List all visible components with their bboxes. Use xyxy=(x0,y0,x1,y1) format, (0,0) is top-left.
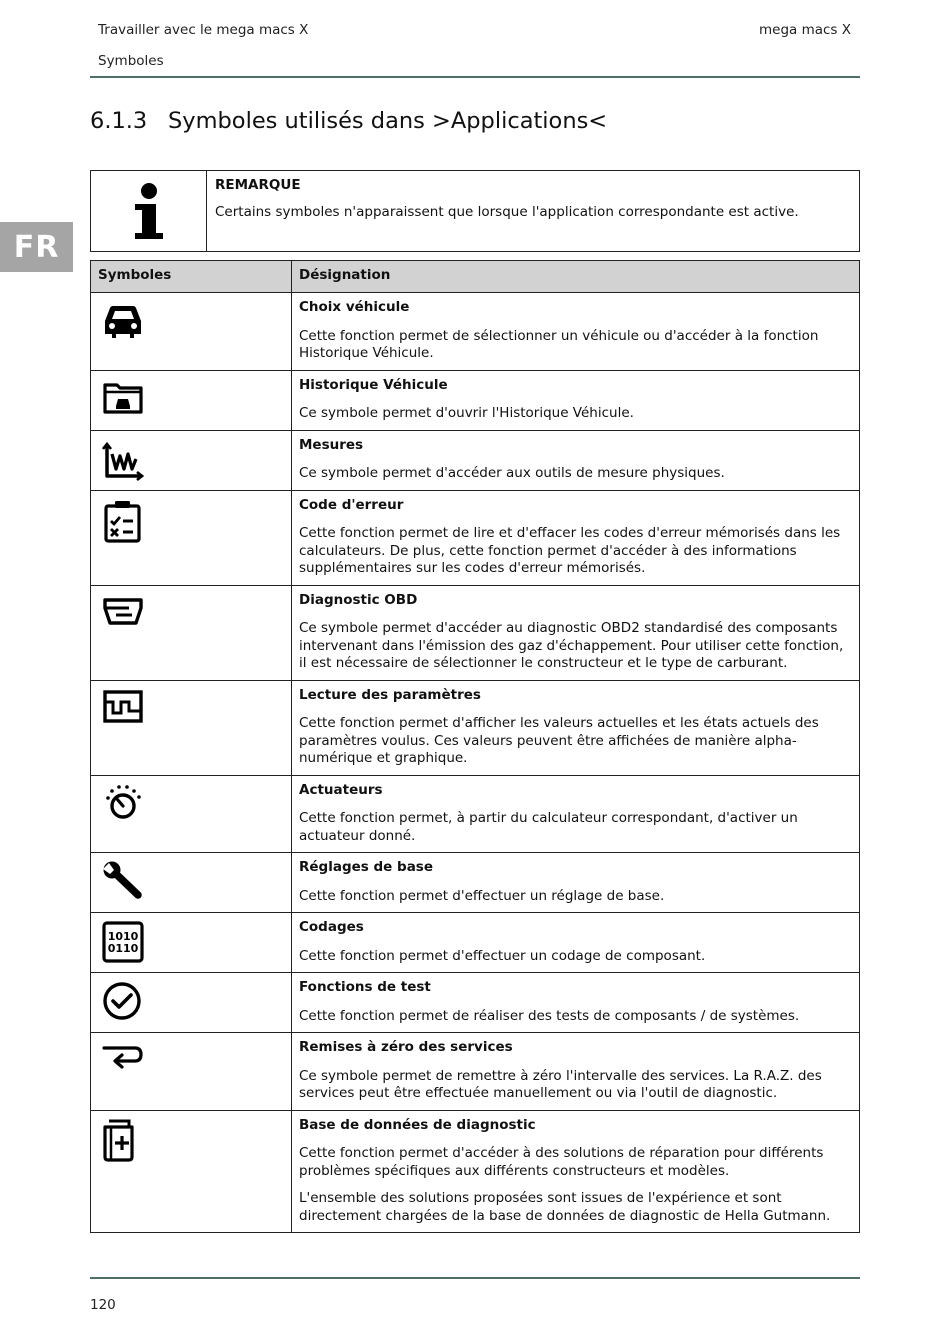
page-number: 120 xyxy=(90,1297,116,1313)
section-number: 6.1.3 xyxy=(90,108,148,134)
header-rule xyxy=(90,76,860,78)
symbol-title: Fonctions de test xyxy=(299,979,431,995)
symbol-description: Cette fonction permet de lire et d'effacer les codes d'erreur mémorisés dans les calculateurs. De plus, cette fonction permet d'accéder à des informations supplémentaires sur les codes d'erreur mémorisés. xyxy=(299,525,841,576)
symbol-title: Code d'erreur xyxy=(299,496,404,513)
symbol-title: Mesures xyxy=(299,436,364,453)
table-row xyxy=(91,370,860,430)
actuator-icon xyxy=(102,784,146,822)
table-row xyxy=(91,585,860,680)
table-row xyxy=(91,853,860,913)
section-title: Symboles utilisés dans >Applications< xyxy=(168,108,608,134)
symbol-description: Cette fonction permet de réaliser des tests de composants / de systèmes. xyxy=(299,1007,800,1024)
running-header-title: Travailler avec le mega macs X xyxy=(98,22,309,38)
symbol-title: Base de données de diagnostic xyxy=(299,1116,536,1133)
symbol-title: Historique Véhicule xyxy=(299,376,448,393)
symbol-description: Ce symbole permet de remettre à zéro l'intervalle des services. La R.A.Z. des services peut être effectuée manuellement ou via l'outil de diagnostic. xyxy=(299,1067,822,1101)
symbol-description: Ce symbole permet d'accéder aux outils de mesure physiques. xyxy=(299,465,725,481)
table-row xyxy=(91,430,860,490)
table-row xyxy=(91,913,860,973)
symbol-description: Cette fonction permet d'effectuer un codage de composant. xyxy=(299,947,706,964)
symbol-description: Cette fonction permet d'effectuer un réglage de base. xyxy=(299,887,665,904)
running-header-section: Symboles xyxy=(98,53,164,69)
table-row xyxy=(91,775,860,853)
note-box xyxy=(90,170,860,252)
column-header-symbols: Symboles xyxy=(91,261,292,293)
language-tab: FR xyxy=(0,222,73,272)
symbol-title: Réglages de base xyxy=(299,859,433,875)
symbol-description: Cette fonction permet d'accéder à des solutions de réparation pour différents problèmes spécifiques aux différents constructeurs et modèles. xyxy=(299,1145,824,1179)
symbol-description: Cette fonction permet d'afficher les valeurs actuelles et les états actuels des paramètres voulus. Ces valeurs peuvent être affichées de manière alpha-numérique et graphique. xyxy=(299,715,819,766)
binary-code-line: 0110 xyxy=(107,942,139,955)
symbol-title: Choix véhicule xyxy=(299,299,410,315)
diagnostic-database-icon xyxy=(102,1119,138,1163)
table-row xyxy=(91,1110,860,1233)
note-text: Certains symboles n'apparaissent que lorsque l'application correspondante est active. xyxy=(215,204,799,220)
symbol-description: Cette fonction permet, à partir du calculateur correspondant, d'activer un actuateur donné. xyxy=(299,810,798,844)
note-title: REMARQUE xyxy=(215,177,301,193)
wrench-icon xyxy=(102,861,146,901)
car-icon xyxy=(102,301,144,341)
table-row xyxy=(91,680,860,775)
parameter-signal-icon xyxy=(102,689,144,725)
table-row xyxy=(91,293,860,371)
symbols-table xyxy=(90,260,860,1233)
table-row xyxy=(91,490,860,585)
error-code-checklist-icon xyxy=(102,499,144,543)
footer-rule xyxy=(90,1277,860,1279)
symbol-title: Remises à zéro des services xyxy=(299,1039,513,1055)
info-icon xyxy=(91,171,207,251)
measurement-graph-icon xyxy=(102,439,144,481)
table-row xyxy=(91,973,860,1033)
binary-code-icon xyxy=(102,921,144,963)
column-header-designation: Désignation xyxy=(292,261,860,293)
table-header-row xyxy=(91,261,860,293)
symbol-title: Actuateurs xyxy=(299,781,383,798)
symbol-description: Ce symbole permet d'accéder au diagnostic OBD2 standardisé des composants intervenant dans l'émission des gaz d'échappement. Pour utiliser cette fonction, il est nécessaire de sélectionner le constructeur et le type de carburant. xyxy=(299,620,844,671)
service-reset-icon xyxy=(102,1041,146,1071)
checkmark-circle-icon xyxy=(102,981,144,1023)
symbol-description: Ce symbole permet d'ouvrir l'Historique Véhicule. xyxy=(299,405,634,421)
symbol-description: L'ensemble des solutions proposées sont issues de l'expérience et sont directement chargées de la base de données de diagnostic de Hella Gutmann. xyxy=(299,1190,831,1224)
symbol-title: Lecture des paramètres xyxy=(299,686,481,703)
running-header-product: mega macs X xyxy=(758,22,851,38)
section-heading xyxy=(90,108,607,134)
obd-connector-icon xyxy=(102,594,144,628)
symbol-description: Cette fonction permet de sélectionner un véhicule ou d'accéder à la fonction Historique Véhicule. xyxy=(299,327,819,361)
vehicle-history-folder-icon xyxy=(102,379,144,417)
binary-code-line: 1010 xyxy=(107,930,139,943)
symbol-title: Diagnostic OBD xyxy=(299,591,418,608)
symbol-title: Codages xyxy=(299,919,364,935)
table-row xyxy=(91,1033,860,1111)
